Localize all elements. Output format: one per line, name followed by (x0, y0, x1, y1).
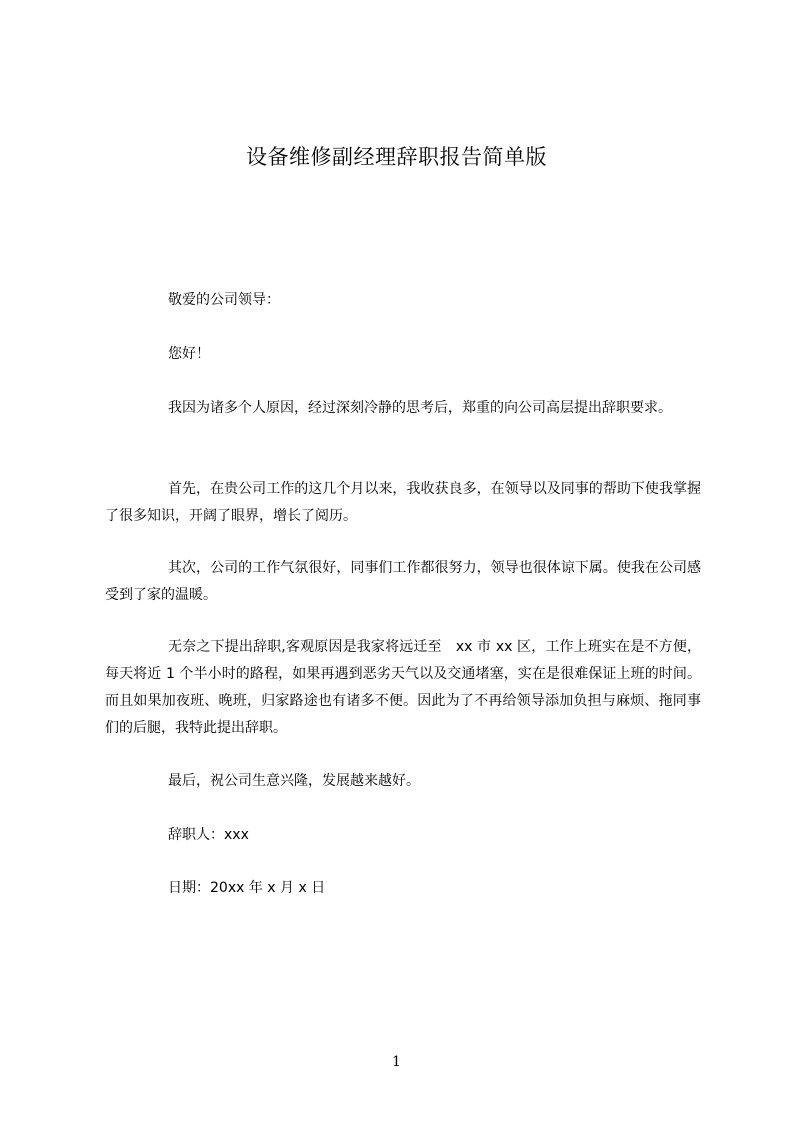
body-paragraph-1: 我因为诸多个人原因，经过深刻冷静的思考后，郑重的向公司高层提出辞职要求。 (168, 400, 672, 416)
body-paragraph-2: 首先，在贵公司工作的这几个月以来，我收获良多，在领导以及同事的帮助下使我掌握了很多知识，开阔了眼界，增长了阅历。 (105, 481, 701, 524)
body-paragraph-4: 无奈之下提出辞职,客观原因是我家将远迁至 xx 市 xx 区，工作上班实在是不方便，每天将近 1 个半小时的路程，如果再遇到恶劣天气以及交通堵塞，实在是很难保证上班的时间。而且如果加夜班、晚班，归家路途也有诸多不便。因此为了不再给领导添加负担与麻烦、拖同事们的后腿，我特此提出辞职。 (105, 639, 701, 736)
greeting: 您好！ (168, 346, 210, 362)
document-title: 设备维修副经理辞职报告简单版 (246, 145, 547, 169)
page-number: 1 (392, 1054, 401, 1070)
closing-paragraph: 最后，祝公司生意兴隆，发展越来越好。 (168, 773, 420, 789)
salutation: 敬爱的公司领导： (168, 292, 280, 308)
date-line: 日期：20xx 年 x 月 x 日 (168, 880, 326, 896)
body-paragraph-3: 其次，公司的工作气氛很好，同事们工作都很努力，领导也很体谅下属。使我在公司感受到了家的温暖。 (105, 560, 701, 603)
signer-line: 辞职人：xxx (168, 827, 249, 843)
